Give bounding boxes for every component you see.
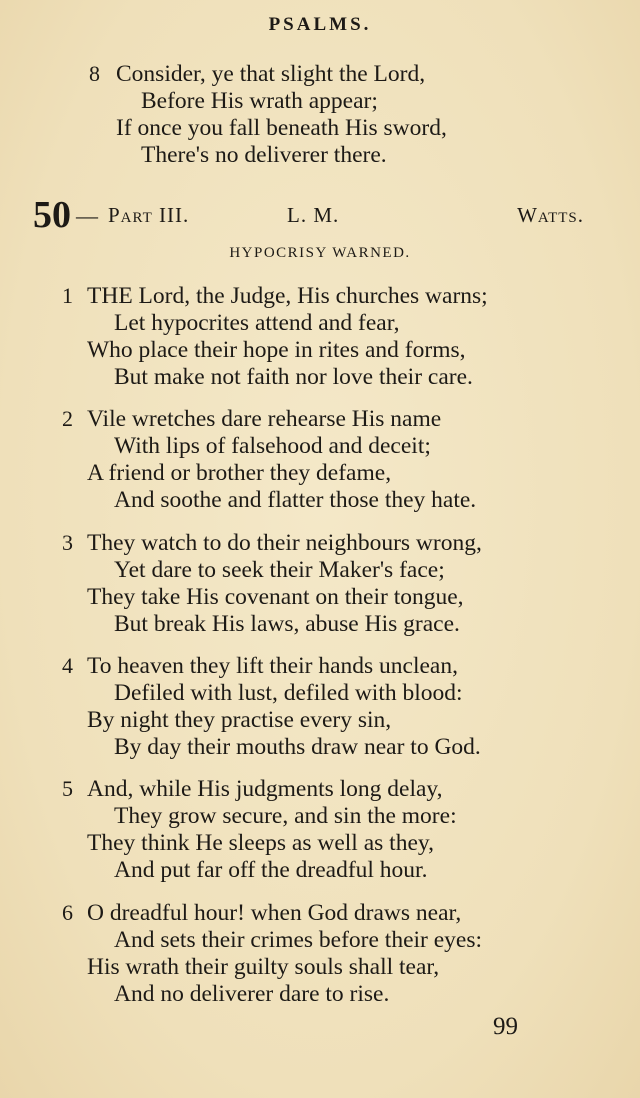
- verse-line: Defiled with lust, defiled with blood:: [114, 680, 463, 706]
- verse-number: 5: [62, 776, 73, 801]
- verse-line: There's no deliverer there.: [141, 142, 387, 168]
- running-head: PSALMS.: [268, 14, 372, 35]
- verse-number: 6: [62, 900, 73, 925]
- hymn-dash: —: [76, 203, 98, 228]
- verse-line: They watch to do their neighbours wrong,: [87, 530, 482, 556]
- verse-number: 3: [62, 530, 73, 555]
- verse-line: O dreadful hour! when God draws near,: [87, 900, 462, 926]
- hymn-part: Part III.: [108, 203, 190, 227]
- verse-line: And, while His judgments long delay,: [87, 776, 443, 802]
- verse-line: A friend or brother they defame,: [87, 460, 392, 486]
- verse-line: By day their mouths draw near to God.: [114, 734, 481, 760]
- hymn-subtitle: HYPOCRISY WARNED.: [229, 245, 411, 261]
- verse-line: By night they practise every sin,: [87, 707, 392, 733]
- verse-line: And no deliverer dare to rise.: [114, 981, 390, 1007]
- verse-number: 8: [89, 61, 100, 86]
- verse-line: Who place their hope in rites and forms,: [87, 337, 466, 363]
- verse-number: 1: [62, 283, 73, 308]
- verse-line: And sets their crimes before their eyes:: [114, 927, 483, 953]
- verse-line: And put far off the dreadful hour.: [114, 857, 428, 883]
- verse-line: They think He sleeps as well as they,: [87, 830, 434, 856]
- verse-line: But break His laws, abuse His grace.: [114, 611, 460, 637]
- verse-line: If once you fall beneath His sword,: [116, 115, 447, 141]
- verse-number: 2: [62, 406, 73, 431]
- hymn-number: 50: [33, 194, 71, 236]
- hymn-meter: L. M.: [287, 203, 340, 227]
- verse-line: They take His covenant on their tongue,: [87, 584, 464, 610]
- verse-line: His wrath their guilty souls shall tear,: [87, 954, 440, 980]
- verse-line: Before His wrath appear;: [141, 88, 378, 114]
- verse-line: Yet dare to seek their Maker's face;: [114, 557, 445, 583]
- verse-line: Let hypocrites attend and fear,: [114, 310, 400, 336]
- page-number: 99: [493, 1013, 518, 1040]
- verse-line: To heaven they lift their hands unclean,: [87, 653, 458, 679]
- verse-line: Vile wretches dare rehearse His name: [87, 406, 442, 432]
- verse-line: And soothe and flatter those they hate.: [114, 487, 477, 513]
- verse-line: With lips of falsehood and deceit;: [114, 433, 431, 459]
- verse-line: Consider, ye that slight the Lord,: [116, 61, 426, 87]
- verse-line: They grow secure, and sin the more:: [114, 803, 457, 829]
- verse-number: 4: [62, 653, 73, 678]
- verse-line: THE Lord, the Judge, His churches warns;: [87, 283, 488, 309]
- hymn-author: Watts.: [517, 203, 584, 227]
- verse-line: But make not faith nor love their care.: [114, 364, 473, 390]
